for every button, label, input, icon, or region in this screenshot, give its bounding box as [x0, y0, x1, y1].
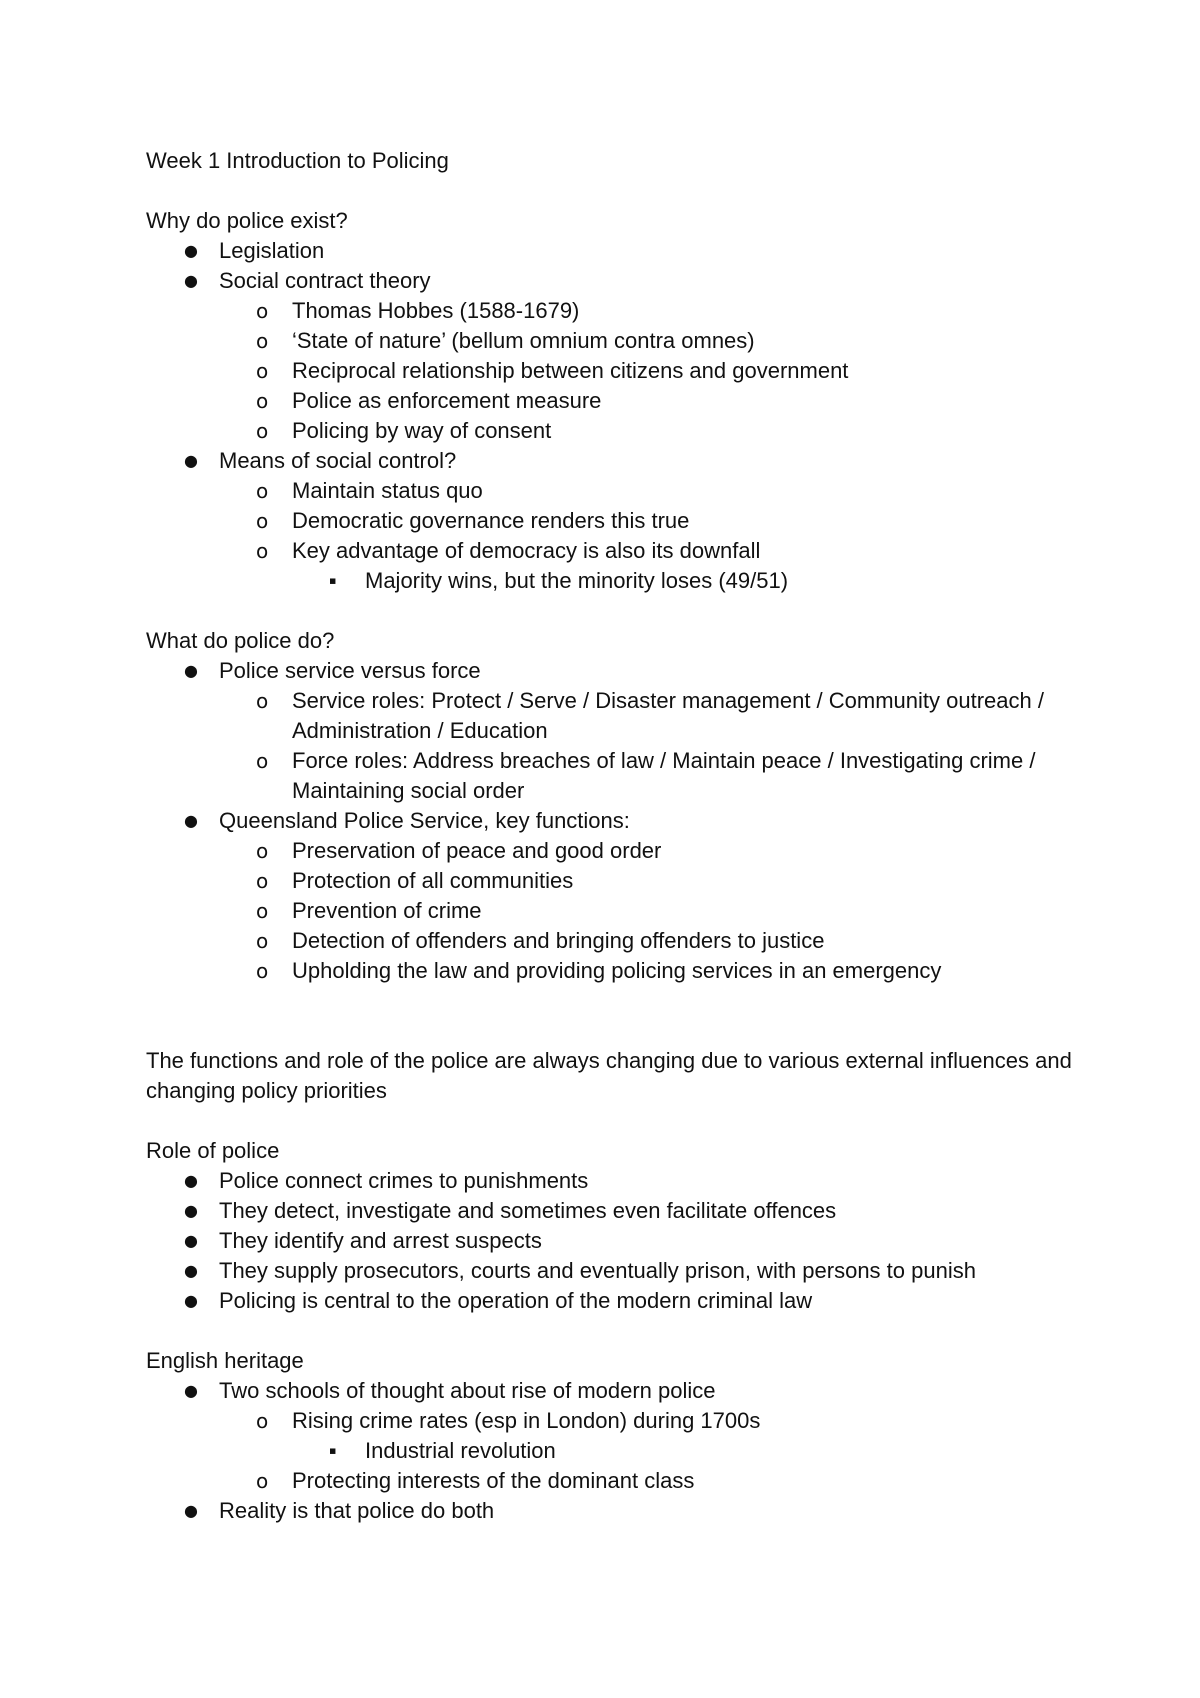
bullet-icon: ●: [184, 1381, 198, 1400]
sub-list-item-text: Prevention of crime: [292, 898, 482, 923]
bullet-icon: ●: [184, 1291, 198, 1310]
circle-bullet-icon: o: [256, 1469, 269, 1493]
document-title: Week 1 Introduction to Policing: [146, 148, 449, 173]
sub-list-item-text: Detection of offenders and bringing offenders to justice: [292, 928, 825, 953]
sub-list-item: [146, 896, 1076, 926]
list-item: [146, 1166, 1076, 1196]
sub-list-item: [146, 506, 1076, 536]
document-content: [146, 146, 1076, 1526]
bullet-icon: ●: [184, 1171, 198, 1190]
circle-bullet-icon: o: [256, 839, 269, 863]
sub-list-item-text: Maintain status quo: [292, 478, 483, 503]
bullet-icon: ●: [184, 811, 198, 830]
sub-sub-list-item: [146, 1436, 1076, 1466]
sub-list-item-text: Rising crime rates (esp in London) during 1700s: [292, 1408, 761, 1433]
sub-list-item: [146, 416, 1076, 446]
circle-bullet-icon: o: [256, 899, 269, 923]
sub-sub-list-item: [146, 566, 1076, 596]
list-item: [146, 1496, 1076, 1526]
sub-list-item: [146, 956, 1076, 986]
list-item: [146, 806, 1076, 836]
section-heading-english-heritage: English heritage: [146, 1348, 304, 1373]
bullet-icon: ●: [184, 1231, 198, 1250]
circle-bullet-icon: o: [256, 509, 269, 533]
sub-list-item-text: Upholding the law and providing policing services in an emergency: [292, 958, 942, 983]
list-item-text: Social contract theory: [219, 268, 431, 293]
section-list-english-heritage: [146, 1376, 1076, 1526]
circle-bullet-icon: o: [256, 389, 269, 413]
list-item: [146, 656, 1076, 686]
sub-list-item: [146, 686, 1076, 746]
circle-bullet-icon: o: [256, 1409, 269, 1433]
sub-list-item: [146, 326, 1076, 356]
sub-list-item-text: Policing by way of consent: [292, 418, 552, 443]
sub-list-item: [146, 386, 1076, 416]
list-item-text: Police service versus force: [219, 658, 481, 683]
bullet-icon: ●: [184, 451, 198, 470]
section-list-role-of-police: [146, 1166, 1076, 1316]
blank-line: [146, 176, 1076, 206]
circle-bullet-icon: o: [256, 959, 269, 983]
circle-bullet-icon: o: [256, 539, 269, 563]
list-item: [146, 1256, 1076, 1286]
section-list-why-police-exist: [146, 236, 1076, 596]
bullet-icon: ●: [184, 271, 198, 290]
sub-list-item: [146, 746, 1076, 806]
sub-list-item: [146, 866, 1076, 896]
sub-list-item: [146, 1406, 1076, 1436]
list-item-text: They detect, investigate and sometimes even facilitate offences: [219, 1198, 837, 1223]
square-bullet-icon: ▪: [329, 574, 337, 587]
blank-line: [146, 1316, 1076, 1346]
blank-line: [146, 1106, 1076, 1136]
list-item-text: Legislation: [219, 238, 325, 263]
blank-line: [146, 596, 1076, 626]
list-item-text: Means of social control?: [219, 448, 457, 473]
sub-list-item-text: Protection of all communities: [292, 868, 574, 893]
circle-bullet-icon: o: [256, 299, 269, 323]
sub-list-item-text: Democratic governance renders this true: [292, 508, 690, 533]
list-item-text: They supply prosecutors, courts and eventually prison, with persons to punish: [219, 1258, 976, 1283]
section-list-what-police-do: [146, 656, 1076, 986]
sub-list-item: [146, 356, 1076, 386]
sub-list-item: [146, 536, 1076, 566]
circle-bullet-icon: o: [256, 689, 269, 713]
list-item-text: Policing is central to the operation of the modern criminal law: [219, 1288, 813, 1313]
bullet-icon: ●: [184, 1261, 198, 1280]
sub-list-item-text: Service roles: Protect / Serve / Disaster management / Community outreach / Administration / Education: [292, 688, 1044, 743]
sub-list-item: [146, 476, 1076, 506]
sub-sub-list-item-text: Majority wins, but the minority loses (49/51): [365, 568, 789, 593]
list-item: [146, 1196, 1076, 1226]
bullet-icon: ●: [184, 1501, 198, 1520]
list-item: [146, 1376, 1076, 1406]
sub-list-item-text: ‘State of nature’ (bellum omnium contra omnes): [292, 328, 755, 353]
list-item: [146, 266, 1076, 296]
bullet-icon: ●: [184, 241, 198, 260]
list-item-text: Queensland Police Service, key functions:: [219, 808, 630, 833]
circle-bullet-icon: o: [256, 929, 269, 953]
circle-bullet-icon: o: [256, 419, 269, 443]
list-item: [146, 446, 1076, 476]
square-bullet-icon: ▪: [329, 1444, 337, 1457]
list-item-text: They identify and arrest suspects: [219, 1228, 542, 1253]
list-item: [146, 1226, 1076, 1256]
sub-list-item: [146, 296, 1076, 326]
sub-list-item-text: Reciprocal relationship between citizens and government: [292, 358, 849, 383]
circle-bullet-icon: o: [256, 869, 269, 893]
section-heading-what-police-do: What do police do?: [146, 628, 335, 653]
sub-list-item: [146, 926, 1076, 956]
bullet-icon: ●: [184, 661, 198, 680]
circle-bullet-icon: o: [256, 329, 269, 353]
sub-list-item-text: Police as enforcement measure: [292, 388, 602, 413]
sub-list-item-text: Force roles: Address breaches of law / Maintain peace / Investigating crime / Maintaining social order: [292, 748, 1036, 803]
sub-sub-list-item-text: Industrial revolution: [365, 1438, 556, 1463]
sub-list-item-text: Preservation of peace and good order: [292, 838, 662, 863]
sub-list-item-text: Key advantage of democracy is also its downfall: [292, 538, 761, 563]
sub-list-item: [146, 836, 1076, 866]
body-paragraph: The functions and role of the police are always changing due to various external influences and changing policy priorities: [146, 1048, 1072, 1103]
sub-list-item-text: Protecting interests of the dominant class: [292, 1468, 695, 1493]
list-item-text: Reality is that police do both: [219, 1498, 495, 1523]
list-item-text: Two schools of thought about rise of modern police: [219, 1378, 716, 1403]
list-item: [146, 236, 1076, 266]
circle-bullet-icon: o: [256, 479, 269, 503]
circle-bullet-icon: o: [256, 749, 269, 773]
bullet-icon: ●: [184, 1201, 198, 1220]
sub-list-item: [146, 1466, 1076, 1496]
section-heading-role-of-police: Role of police: [146, 1138, 280, 1163]
circle-bullet-icon: o: [256, 359, 269, 383]
list-item: [146, 1286, 1076, 1316]
sub-list-item-text: Thomas Hobbes (1588-1679): [292, 298, 580, 323]
blank-lines: [146, 986, 1076, 1046]
section-heading-why-police-exist: Why do police exist?: [146, 208, 348, 233]
list-item-text: Police connect crimes to punishments: [219, 1168, 589, 1193]
